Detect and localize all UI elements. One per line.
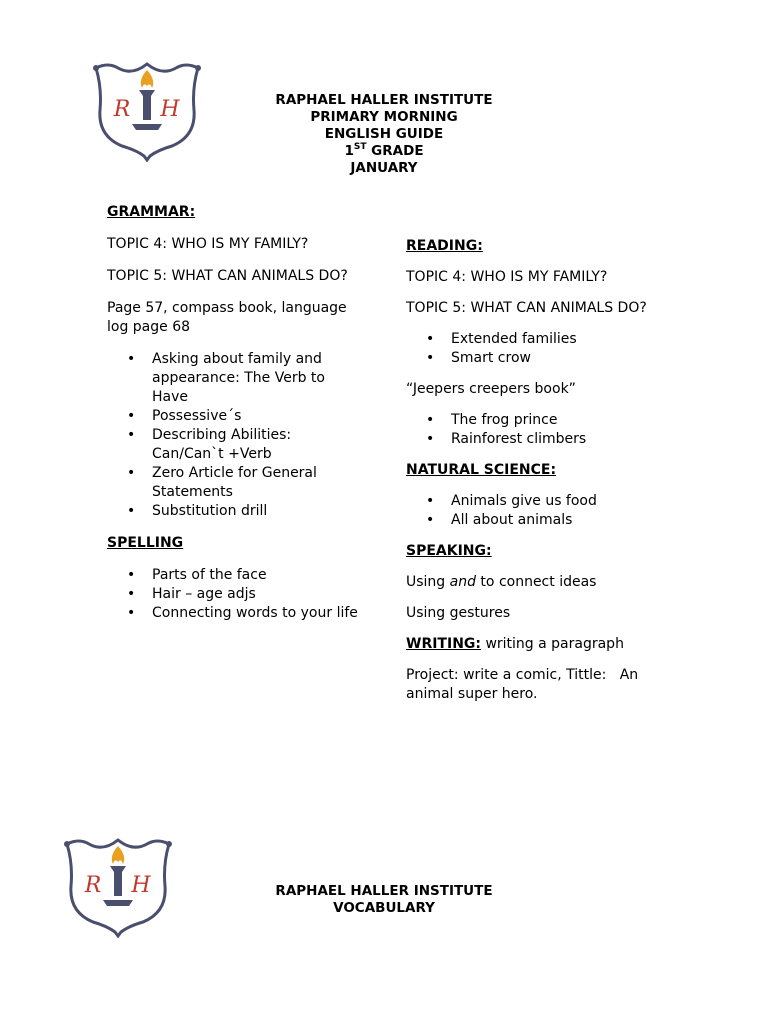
crest-letter-h: H xyxy=(131,873,151,898)
science-list xyxy=(406,492,706,530)
list-item: • The frog prince xyxy=(406,411,706,430)
crest-letter-r: R xyxy=(113,97,131,122)
school-name: RAPHAEL HALLER INSTITUTE xyxy=(275,92,493,108)
guide-title: ENGLISH GUIDE xyxy=(324,126,444,142)
month: JANUARY xyxy=(350,160,418,176)
school-name: RAPHAEL HALLER INSTITUTE xyxy=(275,883,493,899)
list-item: • Smart crow xyxy=(406,349,706,368)
grade-line: 1ST GRADE xyxy=(344,142,424,159)
list-item: • Asking about family and appearance: The Verb to Have xyxy=(107,350,377,407)
school-crest-top xyxy=(88,58,206,162)
list-item: • Substitution drill xyxy=(107,502,377,521)
header-bottom xyxy=(200,883,568,917)
speaking-text-2: Using gestures xyxy=(406,605,511,621)
grammar-topic-4: TOPIC 4: WHO IS MY FAMILY? xyxy=(107,236,309,252)
book-title: “Jeepers creepers book” xyxy=(406,381,576,397)
list-item: • Hair – age adjs xyxy=(107,585,377,604)
list-item: • Connecting words to your life xyxy=(107,604,377,623)
reading-topic-4: TOPIC 4: WHO IS MY FAMILY? xyxy=(406,269,608,285)
spelling-heading: SPELLING xyxy=(107,535,184,551)
page-reference: Page 57, compass book, language log page 68 xyxy=(107,300,347,335)
header-top xyxy=(200,92,568,177)
grammar-topic-5: TOPIC 5: WHAT CAN ANIMALS DO? xyxy=(107,268,348,284)
book-list xyxy=(406,411,706,449)
speaking-text-1: Using and to connect ideas xyxy=(406,574,597,590)
grammar-list xyxy=(107,350,377,521)
crest-letter-r: R xyxy=(84,873,102,898)
list-item: • Parts of the face xyxy=(107,566,377,585)
reading-list xyxy=(406,330,706,368)
list-item: • Rainforest climbers xyxy=(406,430,706,449)
crest-letter-h: H xyxy=(160,97,180,122)
project-text: Project: write a comic, Tittle: An animal super hero. xyxy=(406,667,639,702)
program-name: PRIMARY MORNING xyxy=(310,109,458,125)
vocabulary-title: VOCABULARY xyxy=(333,900,435,916)
grammar-heading: GRAMMAR: xyxy=(107,204,196,220)
writing-line: WRITING: writing a paragraph xyxy=(406,636,624,652)
school-crest-bottom xyxy=(59,834,177,938)
list-item: • Possessive´s xyxy=(107,407,377,426)
list-item: • Zero Article for General Statements xyxy=(107,464,377,502)
list-item: • Animals give us food xyxy=(406,492,706,511)
right-column xyxy=(406,237,706,704)
left-column xyxy=(107,203,377,623)
reading-topic-5: TOPIC 5: WHAT CAN ANIMALS DO? xyxy=(406,300,647,316)
science-heading: NATURAL SCIENCE: xyxy=(406,462,557,478)
list-item: • Describing Abilities: Can/Can`t +Verb xyxy=(107,426,377,464)
reading-heading: READING: xyxy=(406,238,483,254)
speaking-heading: SPEAKING: xyxy=(406,543,492,559)
list-item: • Extended families xyxy=(406,330,706,349)
spelling-list xyxy=(107,566,377,623)
list-item: • All about animals xyxy=(406,511,706,530)
writing-heading: WRITING: xyxy=(406,636,481,652)
